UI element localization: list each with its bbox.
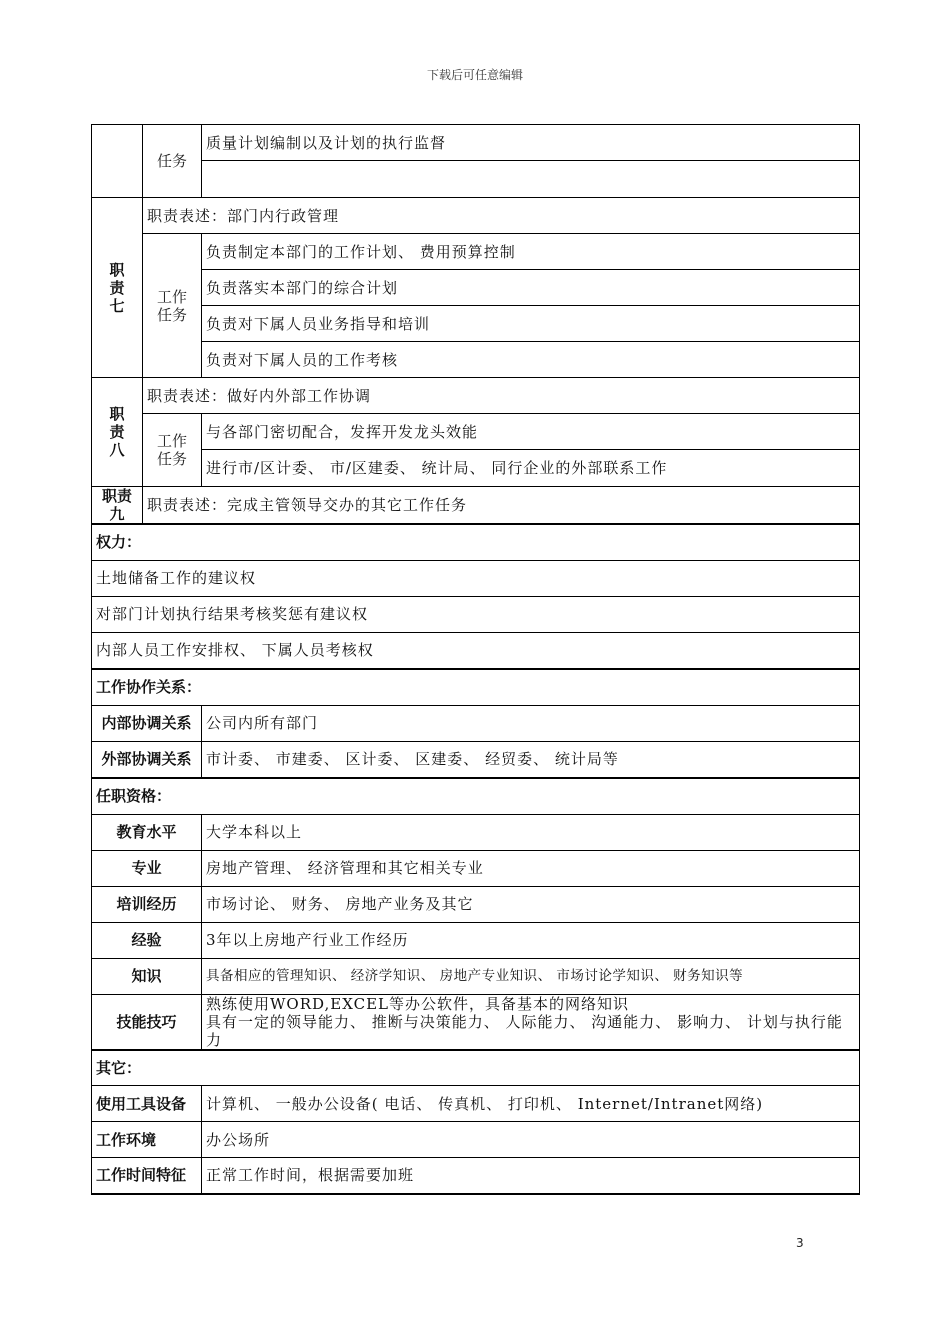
authority-item-3: 内部人员工作安排权、 下属人员考核权 [92, 632, 860, 669]
skills-line-1: 熟练使用WORD,EXCEL等办公软件，具备基本的网络知识 [206, 994, 630, 1013]
authority-title: 权力： [92, 524, 860, 560]
authority-item-1: 土地储备工作的建议权 [92, 560, 860, 596]
work-environment-value: 办公场所 [202, 1122, 860, 1158]
job-description-table [91, 124, 860, 1195]
work-time-value: 正常工作时间，根据需要加班 [202, 1158, 860, 1194]
major-label: 专业 [92, 850, 202, 886]
duty7-task-1: 负责制定本部门的工作计划、 费用预算控制 [202, 234, 860, 270]
work-time-label: 工作时间特征 [92, 1158, 202, 1194]
skills-value [202, 994, 860, 1050]
duty8-task-2: 进行市/区计委、 市/区建委、 统计局、 同行企业的外部联系工作 [202, 450, 860, 487]
duty7-label [92, 198, 143, 378]
internal-coordination-value: 公司内所有部门 [202, 705, 860, 741]
duty7-task-4: 负责对下属人员的工作考核 [202, 342, 860, 378]
duty7-description: 职责表述：部门内行政管理 [143, 198, 860, 234]
prev-duty-label-cell [92, 125, 143, 198]
external-coordination-label: 外部协调关系 [92, 741, 202, 778]
duty9-label [92, 487, 143, 525]
duty8-task-label-text: 工作 任务 [156, 432, 187, 468]
prev-task-label: 任务 [143, 125, 202, 198]
duty8-description: 职责表述：做好内外部工作协调 [143, 378, 860, 414]
duty7-task-label-text: 工作 任务 [156, 287, 187, 324]
prev-task-2 [202, 161, 860, 198]
authority-item-2: 对部门计划执行结果考核奖惩有建议权 [92, 596, 860, 632]
prev-task-1: 质量计划编制以及计划的执行监督 [202, 125, 860, 161]
duty7-task-2: 负责落实本部门的综合计划 [202, 270, 860, 306]
duty8-task-label [143, 414, 202, 487]
tools-value: 计算机、 一般办公设备( 电话、 传真机、 打印机、 Internet/Intranet网络) [202, 1086, 860, 1122]
major-value: 房地产管理、 经济管理和其它相关专业 [202, 850, 860, 886]
duty7-task-3: 负责对下属人员业务指导和培训 [202, 306, 860, 342]
knowledge-label: 知识 [92, 958, 202, 994]
education-label: 教育水平 [92, 814, 202, 850]
page-number: 3 [796, 1236, 804, 1250]
cooperation-title: 工作协作关系： [92, 669, 860, 705]
skills-line-2: 具有一定的领导能力、 推断与决策能力、 人际能力、 沟通能力、 影响力、 计划与执行能力 [206, 1012, 843, 1049]
other-title: 其它： [92, 1050, 860, 1086]
training-label: 培训经历 [92, 886, 202, 922]
duty8-label [92, 378, 143, 487]
work-environment-label: 工作环境 [92, 1122, 202, 1158]
skills-label: 技能技巧 [92, 994, 202, 1050]
duty9-description: 职责表述：完成主管领导交办的其它工作任务 [143, 487, 860, 525]
duty8-task-1: 与各部门密切配合，发挥开发龙头效能 [202, 414, 860, 450]
duty8-label-text: 职 责 八 [109, 405, 125, 459]
internal-coordination-label: 内部协调关系 [92, 705, 202, 741]
duty7-label-text: 职 责 七 [109, 260, 125, 315]
external-coordination-value: 市计委、 市建委、 区计委、 区建委、 经贸委、 统计局等 [202, 741, 860, 778]
knowledge-value: 具备相应的管理知识、 经济学知识、 房地产专业知识、 市场讨论学知识、 财务知识等 [202, 958, 860, 994]
experience-value: 3年以上房地产行业工作经历 [202, 922, 860, 958]
training-value: 市场讨论、 财务、 房地产业务及其它 [202, 886, 860, 922]
education-value: 大学本科以上 [202, 814, 860, 850]
page-header: 下载后可任意编辑 [426, 68, 523, 82]
experience-label: 经验 [92, 922, 202, 958]
duty7-task-label [143, 234, 202, 378]
duty9-label-text: 职责 九 [101, 487, 132, 523]
tools-label: 使用工具设备 [92, 1086, 202, 1122]
qualification-title: 任职资格： [92, 778, 860, 814]
